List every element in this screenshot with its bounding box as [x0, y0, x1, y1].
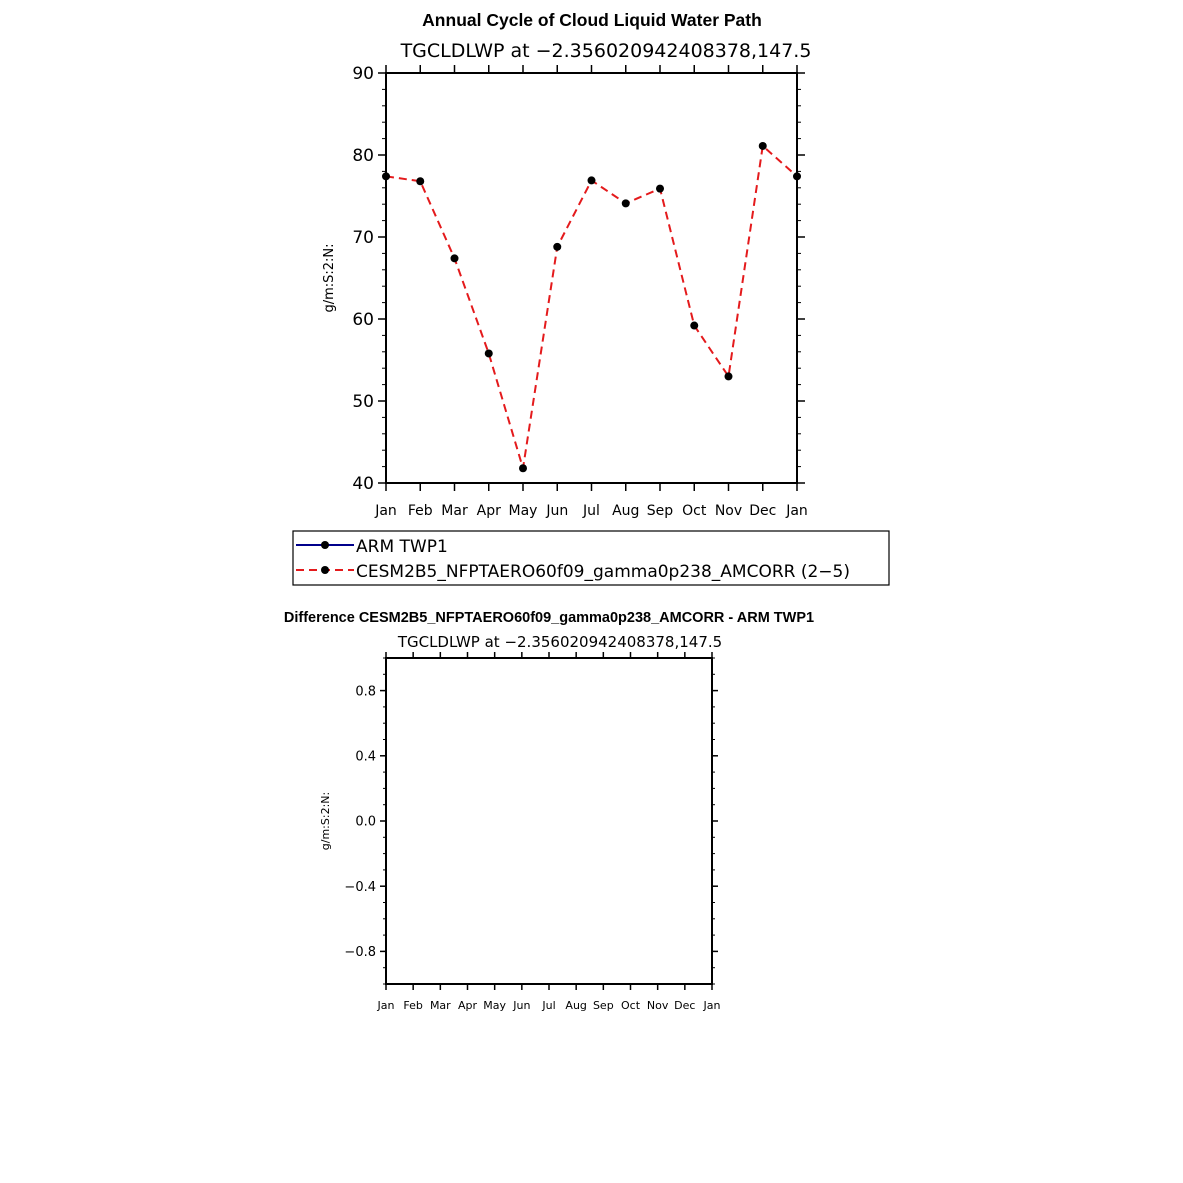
x-tick-label: Jan: [786, 503, 808, 519]
x-tick-label: Feb: [407, 503, 433, 519]
y-tick-label: −0.8: [344, 945, 376, 961]
y-tick-label: −0.4: [344, 879, 376, 895]
data-point: [793, 172, 801, 180]
x-tick-label: Nov: [646, 999, 669, 1012]
x-tick-label: Apr: [476, 503, 501, 519]
data-point: [690, 322, 698, 330]
x-tick-label: Oct: [620, 999, 641, 1012]
data-point: [451, 254, 459, 262]
x-tick-label: Sep: [646, 503, 674, 519]
x-tick-label: Jun: [513, 999, 531, 1012]
difference-axis-ticks: [380, 652, 718, 990]
y-tick-label: 70: [352, 228, 374, 249]
x-tick-label: Jul: [542, 999, 556, 1012]
legend-label-cesm: CESM2B5_NFPTAERO60f09_gamma0p238_AMCORR (2−5): [356, 562, 851, 582]
y-tick-label: 50: [352, 392, 374, 413]
annual-cycle-chart: [322, 10, 811, 519]
legend-label-arm: ARM TWP1: [356, 537, 448, 557]
difference-chart: [284, 610, 814, 1012]
difference-subtitle: TGCLDLWP at −2.356020942408378,147.5: [397, 633, 723, 651]
x-tick-label: Jan: [703, 999, 721, 1012]
x-tick-label: Apr: [457, 999, 478, 1012]
difference-title: Difference CESM2B5_NFPTAERO60f09_gamma0p238_AMCORR - ARM TWP1: [283, 610, 815, 626]
x-tick-label: Aug: [612, 503, 640, 519]
data-point: [553, 243, 561, 251]
data-point: [725, 372, 733, 380]
y-tick-label: 80: [352, 146, 374, 167]
y-tick-label: 0.8: [355, 684, 376, 700]
y-tick-label: 0.0: [355, 814, 376, 830]
data-point: [588, 176, 596, 184]
x-tick-label: Feb: [403, 999, 423, 1012]
x-tick-label: Dec: [749, 503, 777, 519]
data-point: [656, 185, 664, 193]
y-tick-label: 0.4: [355, 749, 376, 765]
x-tick-label: Mar: [429, 999, 451, 1012]
data-point: [416, 177, 424, 185]
y-axis-label: g/m:S:2:N:: [322, 243, 337, 313]
axis-ticks: [378, 65, 805, 491]
x-tick-label: Aug: [565, 999, 587, 1012]
x-tick-label: Dec: [674, 999, 696, 1012]
x-tick-label: Oct: [682, 503, 707, 519]
x-tick-label: Jan: [377, 999, 395, 1012]
difference-y-axis-label: g/m:S:2:N:: [319, 791, 332, 851]
legend-entry-cesm: [296, 562, 850, 582]
x-tick-label: Jul: [583, 503, 600, 519]
legend: [293, 531, 889, 585]
y-tick-label: 90: [352, 64, 374, 85]
legend-marker-cesm: [321, 566, 329, 574]
x-tick-label: Jun: [546, 503, 569, 519]
data-point: [759, 142, 767, 150]
data-point: [382, 172, 390, 180]
x-tick-label: Mar: [441, 503, 468, 519]
data-point: [519, 464, 527, 472]
difference-x-tick-labels: [377, 999, 721, 1012]
series-line: [386, 146, 797, 468]
data-point: [485, 349, 493, 357]
plot-frame: [386, 73, 797, 483]
x-tick-labels: [374, 503, 808, 519]
x-tick-label: Nov: [714, 503, 743, 519]
legend-marker-arm: [321, 541, 329, 549]
difference-y-tick-labels: [344, 684, 376, 960]
chart-subtitle: TGCLDLWP at −2.356020942408378,147.5: [400, 40, 812, 62]
y-tick-label: 40: [352, 474, 374, 495]
x-tick-label: Sep: [592, 999, 614, 1012]
series-layer: [382, 142, 801, 472]
x-tick-label: Jan: [375, 503, 397, 519]
chart-title: Annual Cycle of Cloud Liquid Water Path: [422, 10, 762, 30]
y-tick-label: 60: [352, 310, 374, 331]
data-point: [622, 199, 630, 207]
difference-plot-frame: [386, 658, 712, 984]
x-tick-label: May: [508, 503, 538, 519]
x-tick-label: May: [483, 999, 507, 1012]
y-tick-labels: [352, 64, 374, 494]
